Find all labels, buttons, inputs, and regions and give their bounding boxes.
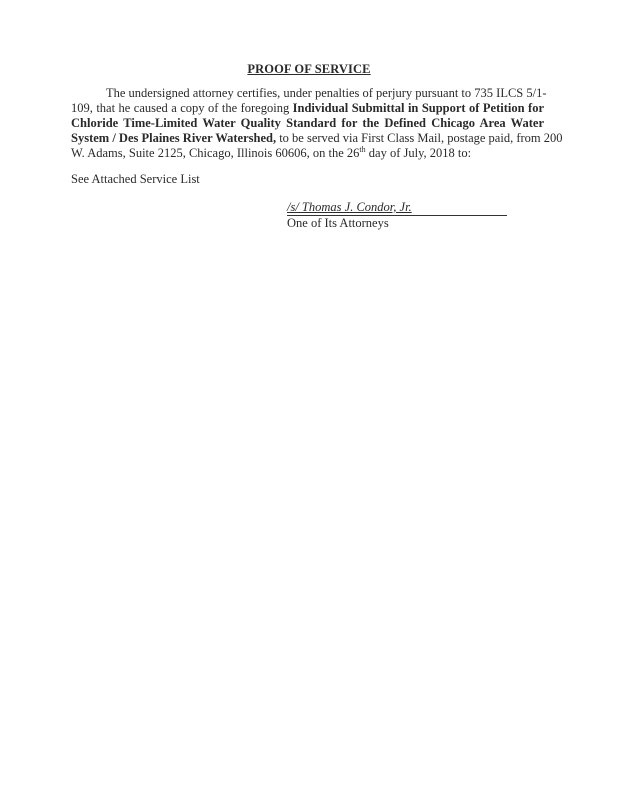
ordinal-suffix: th <box>359 145 366 154</box>
paragraph-text: day of July, 2018 to: <box>365 146 472 160</box>
signature-line <box>287 200 507 216</box>
signature-role: One of Its Attorneys <box>287 216 389 230</box>
paragraph-line-3 <box>71 116 544 131</box>
document-title-reference: Chloride Time-Limited Water Quality Standard for the Defined Chicago Area Water <box>71 116 544 130</box>
signature-block <box>287 200 507 231</box>
certification-paragraph <box>71 86 563 161</box>
paragraph-line-5 <box>71 146 544 161</box>
paragraph-line-2 <box>71 101 544 116</box>
paragraph-text: 109, that he caused a copy of the foregoing <box>71 101 293 115</box>
document-title-reference: Individual Submittal in Support of Petition for <box>292 101 544 115</box>
service-list-reference: See Attached Service List <box>71 172 200 186</box>
paragraph-line-1 <box>71 86 547 101</box>
document-title: PROOF OF SERVICE <box>247 62 371 76</box>
paragraph-line-4 <box>71 131 563 146</box>
paragraph-text: The undersigned attorney certifies, under penalties of perjury pursuant to 735 ILCS 5/1- <box>106 86 547 100</box>
paragraph-text: to be served via First Class Mail, postage paid, from 200 <box>276 131 563 145</box>
paragraph-text: W. Adams, Suite 2125, Chicago, Illinois 60606, on the 26 <box>71 146 360 160</box>
document-title-reference: System / Des Plaines River Watershed, <box>71 131 277 145</box>
signature-name: /s/ Thomas J. Condor, Jr. <box>287 200 412 214</box>
